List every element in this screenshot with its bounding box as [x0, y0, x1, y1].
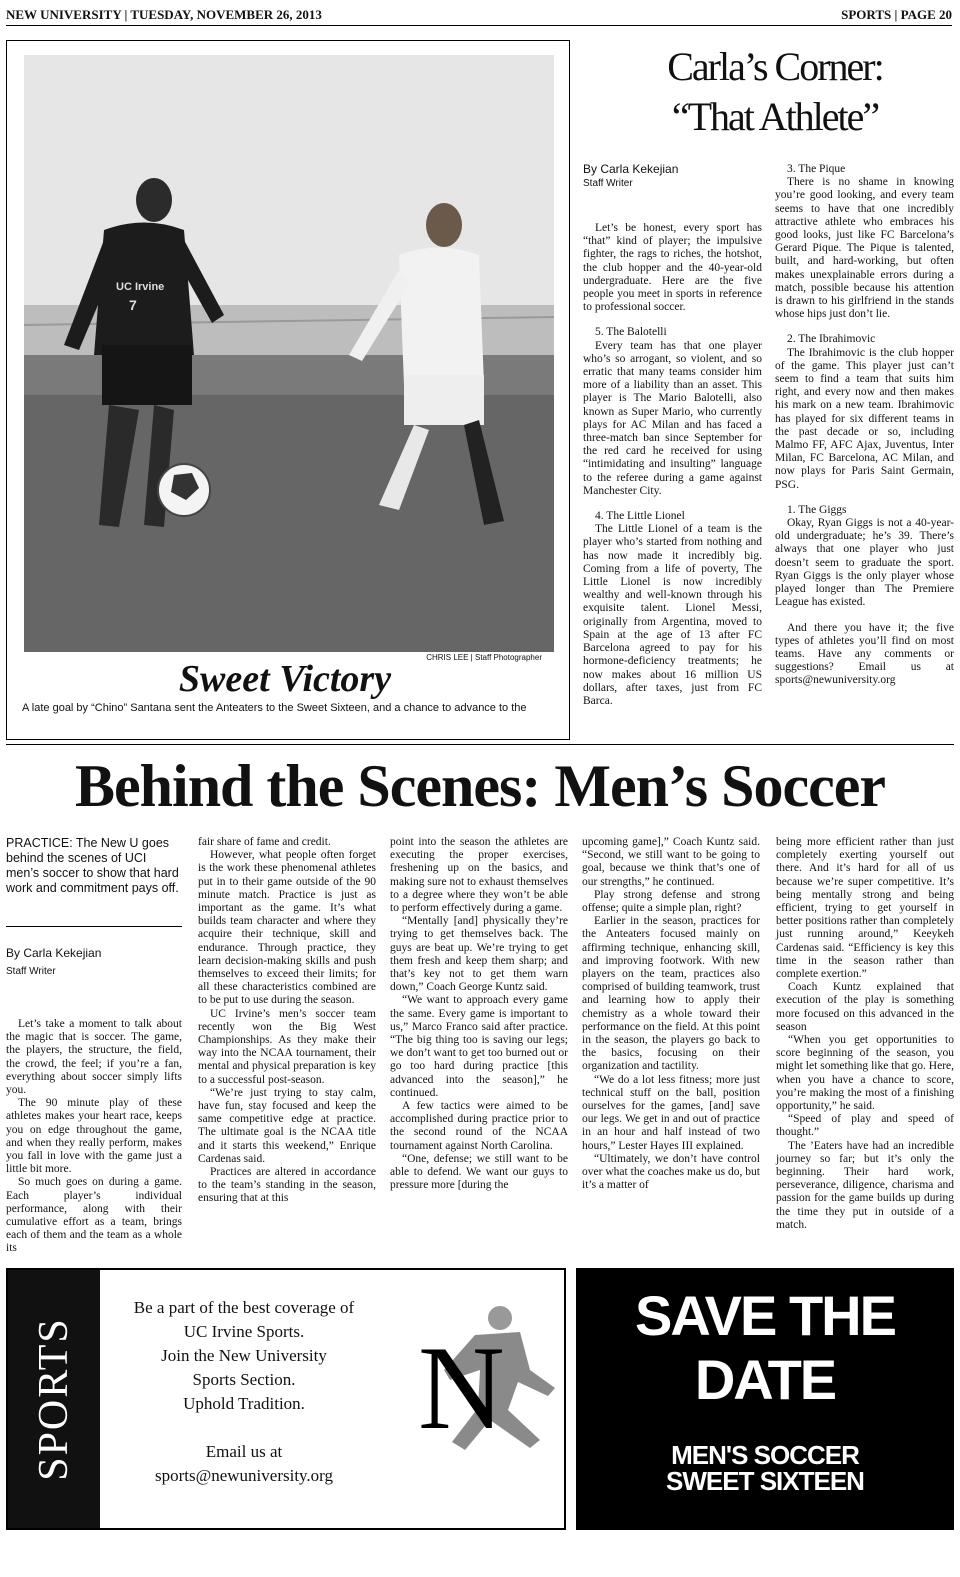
feature-headline: Behind the Scenes: Men’s Soccer — [75, 753, 885, 819]
carla-byline-block — [583, 162, 763, 189]
photo-caption: A late goal by “Chino” Santana sent the Anteaters to the Sweet Sixteen, and a chance to advance to the — [22, 702, 527, 714]
paragraph: point into the season the athletes are executing the proper exercises, freshening up on the basics, and making sure not to exhaust themselves to a degree where they won’t be able to perform effectively during a game. — [390, 836, 568, 915]
feature-byline-block — [6, 946, 182, 977]
new-university-logo — [380, 1300, 570, 1460]
column-title-line2: “That Athlete” — [671, 94, 879, 139]
ad-line: Sports Section. — [192, 1370, 296, 1389]
runner-icon — [380, 1300, 570, 1460]
paragraph: Practices are altered in accordance to the team’s standing in the season, ensuring that at this — [198, 1166, 376, 1205]
event-line: MEN'S SOCCER — [671, 1440, 859, 1470]
paragraph: “One, defense; we still want to be able to defend. We want our guys to pressure more [during the — [390, 1152, 568, 1192]
svg-text:UC Irvine: UC Irvine — [116, 281, 165, 293]
carla-column-1 — [583, 222, 762, 742]
paragraph: Let’s be honest, every sport has “that” kind of player; the impulsive fighter, the rags to riches, the hotshot, the club hopper and the 40-year-old undergraduate. Here are the five people you meet in sports in reference to professional soccer. — [583, 222, 762, 314]
ad-email[interactable]: sports@newuniversity.org — [154, 1466, 334, 1485]
paragraph: “When you get opportunities to score beginning of the season, you might let something like that go. Here, when you have a chance to score, you’re making the most of a finishing opportunity,” he said. — [776, 1034, 954, 1113]
save-the-date-ad — [576, 1268, 954, 1577]
byline-role: Staff Writer — [6, 966, 56, 977]
soccer-photo-illustration — [24, 55, 554, 652]
feature-column-5 — [776, 836, 954, 1264]
paragraph: The ’Eaters have had an incredible journey so far; but it’s only the beginning. Their hard work, perseverance, diligence, charisma and passion for the game builds up during the time they put in outside of a match. — [776, 1139, 954, 1231]
soccer-photo — [24, 55, 554, 652]
byline: By Carla Kekejian — [583, 162, 679, 176]
paragraph: being more efficient rather than just completely exerting yourself out there. And it’s hard for all of us because we’re super competitive. It’s being mentally strong and being efficient, trying to get yourself in better positions rather than completely just running around,” Keeykeh Cardenas said. “Efficiency is key this time in the season rather than complete exertion.” — [776, 836, 954, 981]
ad-line: UC Irvine Sports. — [183, 1322, 305, 1341]
header-right: SPORTS | PAGE 20 — [841, 6, 952, 22]
feature-deck: PRACTICE: The New U goes behind the scenes of UCI men’s soccer to show that hard work and commitment pays off. — [6, 836, 179, 895]
paragraph: “We do a lot less fitness; more just technical stuff on the ball, position ourselves for the games, [and] save our legs. We get in and out of practice in an hour and half instead of two hours,” Lester Hayes III explained. — [582, 1073, 760, 1152]
paragraph: The 90 minute play of these athletes makes your heart race, keeps you on edge throughout the game, and when they really perform, makes you fall in love with the game just a little bit more. — [6, 1097, 182, 1176]
feature-column-2 — [198, 836, 376, 1264]
paragraph: Let’s take a moment to talk about the magic that is soccer. The game, the players, the structure, the field, the crowd, the feel; if you’re a fan, everything about soccer simply lifts you. — [6, 1018, 182, 1097]
feature-column-3 — [390, 836, 568, 1264]
deck-divider — [6, 926, 182, 927]
paragraph: “We’re just trying to stay calm, have fun, stay focused and keep the same competitive edge at practice. The ultimate goal is the NCAA title and it starts this weekend,” Enrique Cardenas said. — [198, 1086, 376, 1165]
page-header — [6, 4, 952, 26]
paragraph: So much goes on during a game. Each player’s individual performance, along with their cumulative effort as a team, brings each of them and the team as a whole its — [6, 1176, 182, 1255]
ad-line: Uphold Tradition. — [183, 1394, 305, 1413]
subhead: 2. The Ibrahimovic — [787, 333, 876, 346]
ad-line: Join the New University — [161, 1346, 327, 1365]
event-line: SWEET SIXTEEN — [666, 1466, 864, 1496]
sports-sidebar-label: SPORTS — [31, 1317, 77, 1481]
paragraph: Play strong defense and strong offense; quite a simple plan, right? — [582, 888, 760, 915]
ad-text — [104, 1296, 384, 1488]
paragraph: There is no shame in knowing you’re good looking, and every team seems to have that one incredibly attractive athlete who embraces his good looks, just like FC Barcelona’s Gerard Pique. The Pique is talented, built, and hard-working, but often makes unexplainable errors during a match, possible because his attention is drawn to his girlfriend in the stands whose hips just don’t lie. — [775, 176, 954, 321]
paragraph: Coach Kuntz explained that execution of the play is something more focused on this advanced in the season — [776, 981, 954, 1033]
feature-column-4 — [582, 836, 760, 1264]
subhead: 5. The Balotelli — [595, 326, 667, 339]
section-divider — [6, 744, 954, 745]
paragraph: Every team has that one player who’s so arrogant, so violent, and so erratic that many teams consider him more of a liability than an asset. This player is The Mario Balotelli, also known as Super Mario, who currently plays for AC Milan and has faced a three-match ban since September for the red card he received for using “intimidating and insulting” language to the referee during a game against Manchester City. — [583, 339, 762, 497]
column-title-line1: Carla’s Corner: — [667, 44, 883, 89]
paragraph: Okay, Ryan Giggs is not a 40-year-old undergraduate; he’s 39. There’s always that one player who just doesn’t seem to graduate the sport. Ryan Giggs is the only player whose played longer than The Premiere League has existed. — [775, 517, 954, 609]
paragraph: The Ibrahimovic is the club hopper of the game. This player just can’t seem to find a team that suits him right, and every now and then makes his mark on a new team. Ibrahimovic has played for six different teams in the past decade or so, including Malmo FF, AFC Ajax, Juventus, Inter Milan, FC Barcelona, AC Milan, and now plays for Paris Saint Germain, PSG. — [775, 346, 954, 491]
feature-column-1 — [6, 1018, 182, 1264]
paragraph: However, what people often forget is the work these phenomenal athletes put in to their game outside of the 90 minute match. Practice is just as important as the game. It’s what builds team character and where they acquire their technique, skill and endurance. Through practice, they learn decision-making skills and push themselves to exceed their limits; for all these characteristics combined are to be put to use during the season. — [198, 849, 376, 1007]
paragraph: “Ultimately, we don’t have control over what the coaches make us do, but it’s a matter of — [582, 1152, 760, 1192]
save-the-date-title: SAVE THE DATE — [635, 1284, 895, 1411]
subhead: 4. The Little Lionel — [595, 510, 685, 523]
svg-text:7: 7 — [129, 297, 137, 313]
carla-column-2 — [775, 163, 954, 743]
paragraph: “Mentally [and] physically they’re trying to get themselves back. The guys are beat up. We’re trying to get them fresh and keep them sharp; and that’s key not to get them warn down,” Coach George Kuntz said. — [390, 915, 568, 994]
soccer-ball — [158, 464, 210, 516]
paragraph: A few tactics were aimed to be accomplished during practice prior to the second round of the NCAA tournament against North Carolina. — [390, 1100, 568, 1152]
ad-email-label: Email us at — [205, 1442, 283, 1461]
subhead: 1. The Giggs — [787, 503, 847, 516]
event-matchup: (12) UCI AT (5) MARYLAND — [636, 1530, 894, 1555]
paragraph: upcoming game],” Coach Kuntz said. “Second, we still want to be going to goal, because we think that’s one of our strengths,” he continued. — [582, 836, 760, 888]
paragraph: “Speed of play and speed of thought.” — [776, 1113, 954, 1139]
byline: By Carla Kekejian — [6, 946, 102, 960]
paragraph: The Little Lionel of a team is the player who’s started from nothing and has now made it incredibly big. Coming from a life of poverty, The Little Lionel is now incredibly wealthy and well-known through his exquisite talent. Lionel Messi, originally from Argentina, moved to Spain at the age of 13 after FC Barcelona agreed to pay for his hormone-deficiency treatments; he now makes about 16 million US dollars, after taxes, just from FC Barca. — [583, 523, 762, 707]
svg-text:N: N — [418, 1321, 505, 1454]
ad-line: Be a part of the best coverage of — [133, 1298, 355, 1317]
event-date: SUNDAY, DECEMBER 1ST — [638, 1552, 892, 1577]
photo-credit: CHRIS LEE | Staff Photographer — [426, 653, 542, 662]
paragraph: Earlier in the season, practices for the Anteaters focused mainly on affirming technique, enhancing skill, and improving footwork. With new players on the team, practices also comprised of building teamwork, trust and learning how to apply their chemistry as a whole toward their performance on the field. At this point in the season, the players go back to the basics, focusing on their organization and tactility. — [582, 915, 760, 1073]
header-left: NEW UNIVERSITY | TUESDAY, NOVEMBER 26, 2013 — [6, 6, 322, 22]
paragraph: UC Irvine’s men’s soccer team recently won the Big West Championships. As they make their way into the NCAA tournament, their mental and physical preparation is key to a successful post-season. — [198, 1007, 376, 1086]
paragraph: And there you have it; the five types of athletes you’ll find on most teams. Have any comments or suggestions? Email us at sports@newuniversity.org — [775, 621, 954, 687]
sports-sidebar — [8, 1270, 100, 1528]
photo-caption-title: Sweet Victory — [178, 658, 392, 700]
column-title — [600, 42, 950, 142]
byline-role: Staff Writer — [583, 178, 633, 189]
paragraph: “We want to approach every game the same. Every game is important to us,” Marco Franco said after practice. “The big thing too is saving our legs; we don’t want to get too burned out or go too hard during practice [this advanced into the season],” he continued. — [390, 994, 568, 1099]
paragraph: fair share of fame and credit. — [198, 836, 331, 848]
subhead: 3. The Pique — [787, 163, 846, 175]
